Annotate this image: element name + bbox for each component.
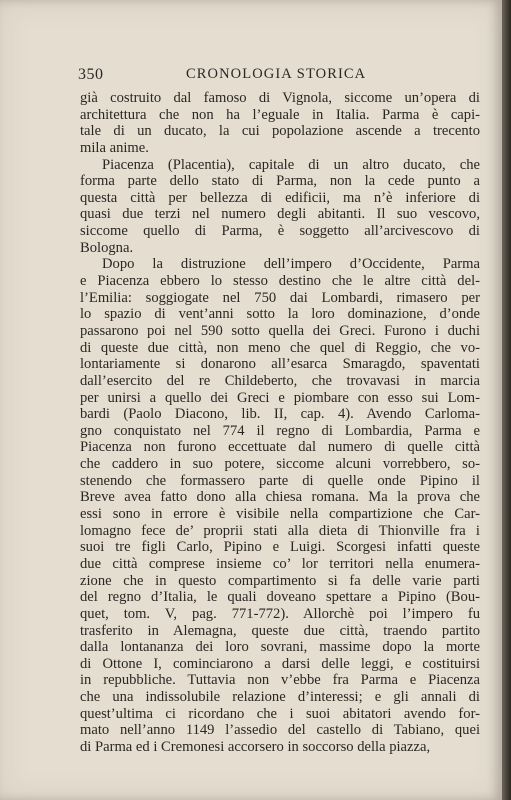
- body-text: [80, 90, 480, 756]
- book-gutter-edge: [502, 0, 511, 800]
- text-line: in repubbliche. Tuttavia non v’ebbe fra Parma e Piacenza: [80, 672, 480, 689]
- text-line: mato nell’anno 1149 l’assedio del castello di Tabiano, quei: [80, 722, 480, 739]
- text-line: bardi (Paolo Diacono, lib. II, cap. 4). Avendo Carloma-: [80, 406, 480, 423]
- text-line: lontariamente si donarono all’esarca Smaragdo, spaventati: [80, 356, 480, 373]
- text-line: due città comprese insieme co’ lor territori nella enumera-: [80, 555, 480, 572]
- text-line: zione che in questo compartimento si fa delle varie parti: [80, 572, 480, 589]
- text-line: quet, tom. V, pag. 771-772). Allorchè poi l’impero fu: [80, 605, 480, 622]
- text-line: per unirsi a quello dei Greci e piombare con esso sui Lom-: [80, 389, 480, 406]
- paragraph: [80, 157, 480, 257]
- text-line: di queste due città, non meno che quel di Reggio, che vo-: [80, 339, 480, 356]
- text-line: Piacenza non furono eccettuate dal numero di quelle città: [80, 439, 480, 456]
- text-line: stenendo che formassero parte di quelle onde Pipino il: [80, 472, 480, 489]
- page-header: [78, 66, 476, 86]
- text-line: Piacenza (Placentia), capitale di un altro ducato, che: [102, 156, 480, 173]
- text-line: di Parma ed i Cremonesi accorsero in soccorso della piazza,: [80, 738, 431, 755]
- text-line: questa città per bellezza di edificii, ma n’è inferiore di: [80, 189, 480, 206]
- text-line: che una indissolubile relazione d’interessi; e gli annali di: [80, 689, 480, 706]
- text-line: Dopo la distruzione dell’impero d’Occidente, Parma: [102, 256, 480, 273]
- text-line: quest’ultima ci ricordano che i suoi abitatori avendo for-: [80, 705, 480, 722]
- text-line: tale di un ducato, la cui popolazione ascende a trecento: [80, 123, 480, 140]
- text-line: forma parte dello stato di Parma, non la cede punto a: [80, 173, 480, 190]
- text-line: suoi tre figli Carlo, Pipino e Luigi. Scorgesi infatti queste: [80, 539, 480, 556]
- running-title: CRONOLOGIA STORICA: [186, 66, 367, 82]
- page-number: 350: [78, 66, 104, 83]
- text-line: di Ottone I, cominciarono a darsi delle leggi, e costituirsi: [80, 655, 480, 672]
- text-line: dall’esercito del re Childeberto, che trovavasi in marcia: [80, 372, 480, 389]
- text-line: l’Emilia: soggiogate nel 750 dai Lombardi, rimasero per: [80, 289, 480, 306]
- text-line: Bologna.: [80, 239, 134, 256]
- text-line: già costruito dal famoso di Vignola, siccome un’opera di: [80, 90, 480, 106]
- text-line: siccome quello di Parma, è soggetto all’arcivescovo di: [80, 223, 480, 240]
- text-line: mila anime.: [80, 139, 149, 156]
- text-line: gno conquistato nel 774 il regno di Lombardia, Parma e: [80, 422, 480, 439]
- paragraph: [80, 90, 480, 157]
- text-line: del regno d’Italia, le quali doveano spettare a Pipino (Bou-: [80, 589, 480, 606]
- paragraph: [80, 256, 480, 755]
- text-line: lomagno fece de’ proprii stati alla dieta di Thionville fra i: [80, 522, 480, 539]
- text-line: lo spazio di vent’anni sotto la loro dominazione, d’onde: [80, 306, 480, 323]
- text-line: passarono poi nel 590 sotto quella dei Greci. Furono i duchi: [80, 322, 480, 339]
- text-line: essi sono in errore è visibile nella compartizione che Car-: [80, 506, 480, 523]
- text-line: e Piacenza ebbero lo stesso destino che le altre città del-: [80, 273, 480, 290]
- text-line: architettura che non ha l’eguale in Italia. Parma è capi-: [80, 106, 480, 123]
- text-line: che caddero in suo potere, siccome alcuni vorrebbero, so-: [80, 456, 480, 473]
- text-line: trasferito in Alemagna, queste due città, traendo partito: [80, 622, 480, 639]
- text-line: Breve avea fatto dono alla chiesa romana. Ma la prova che: [80, 489, 480, 506]
- text-line: quasi due terzi nel numero degli abitanti. Il suo vescovo,: [80, 206, 480, 223]
- text-line: dalla lontananza dei loro sovrani, massime dopo la morte: [80, 639, 480, 656]
